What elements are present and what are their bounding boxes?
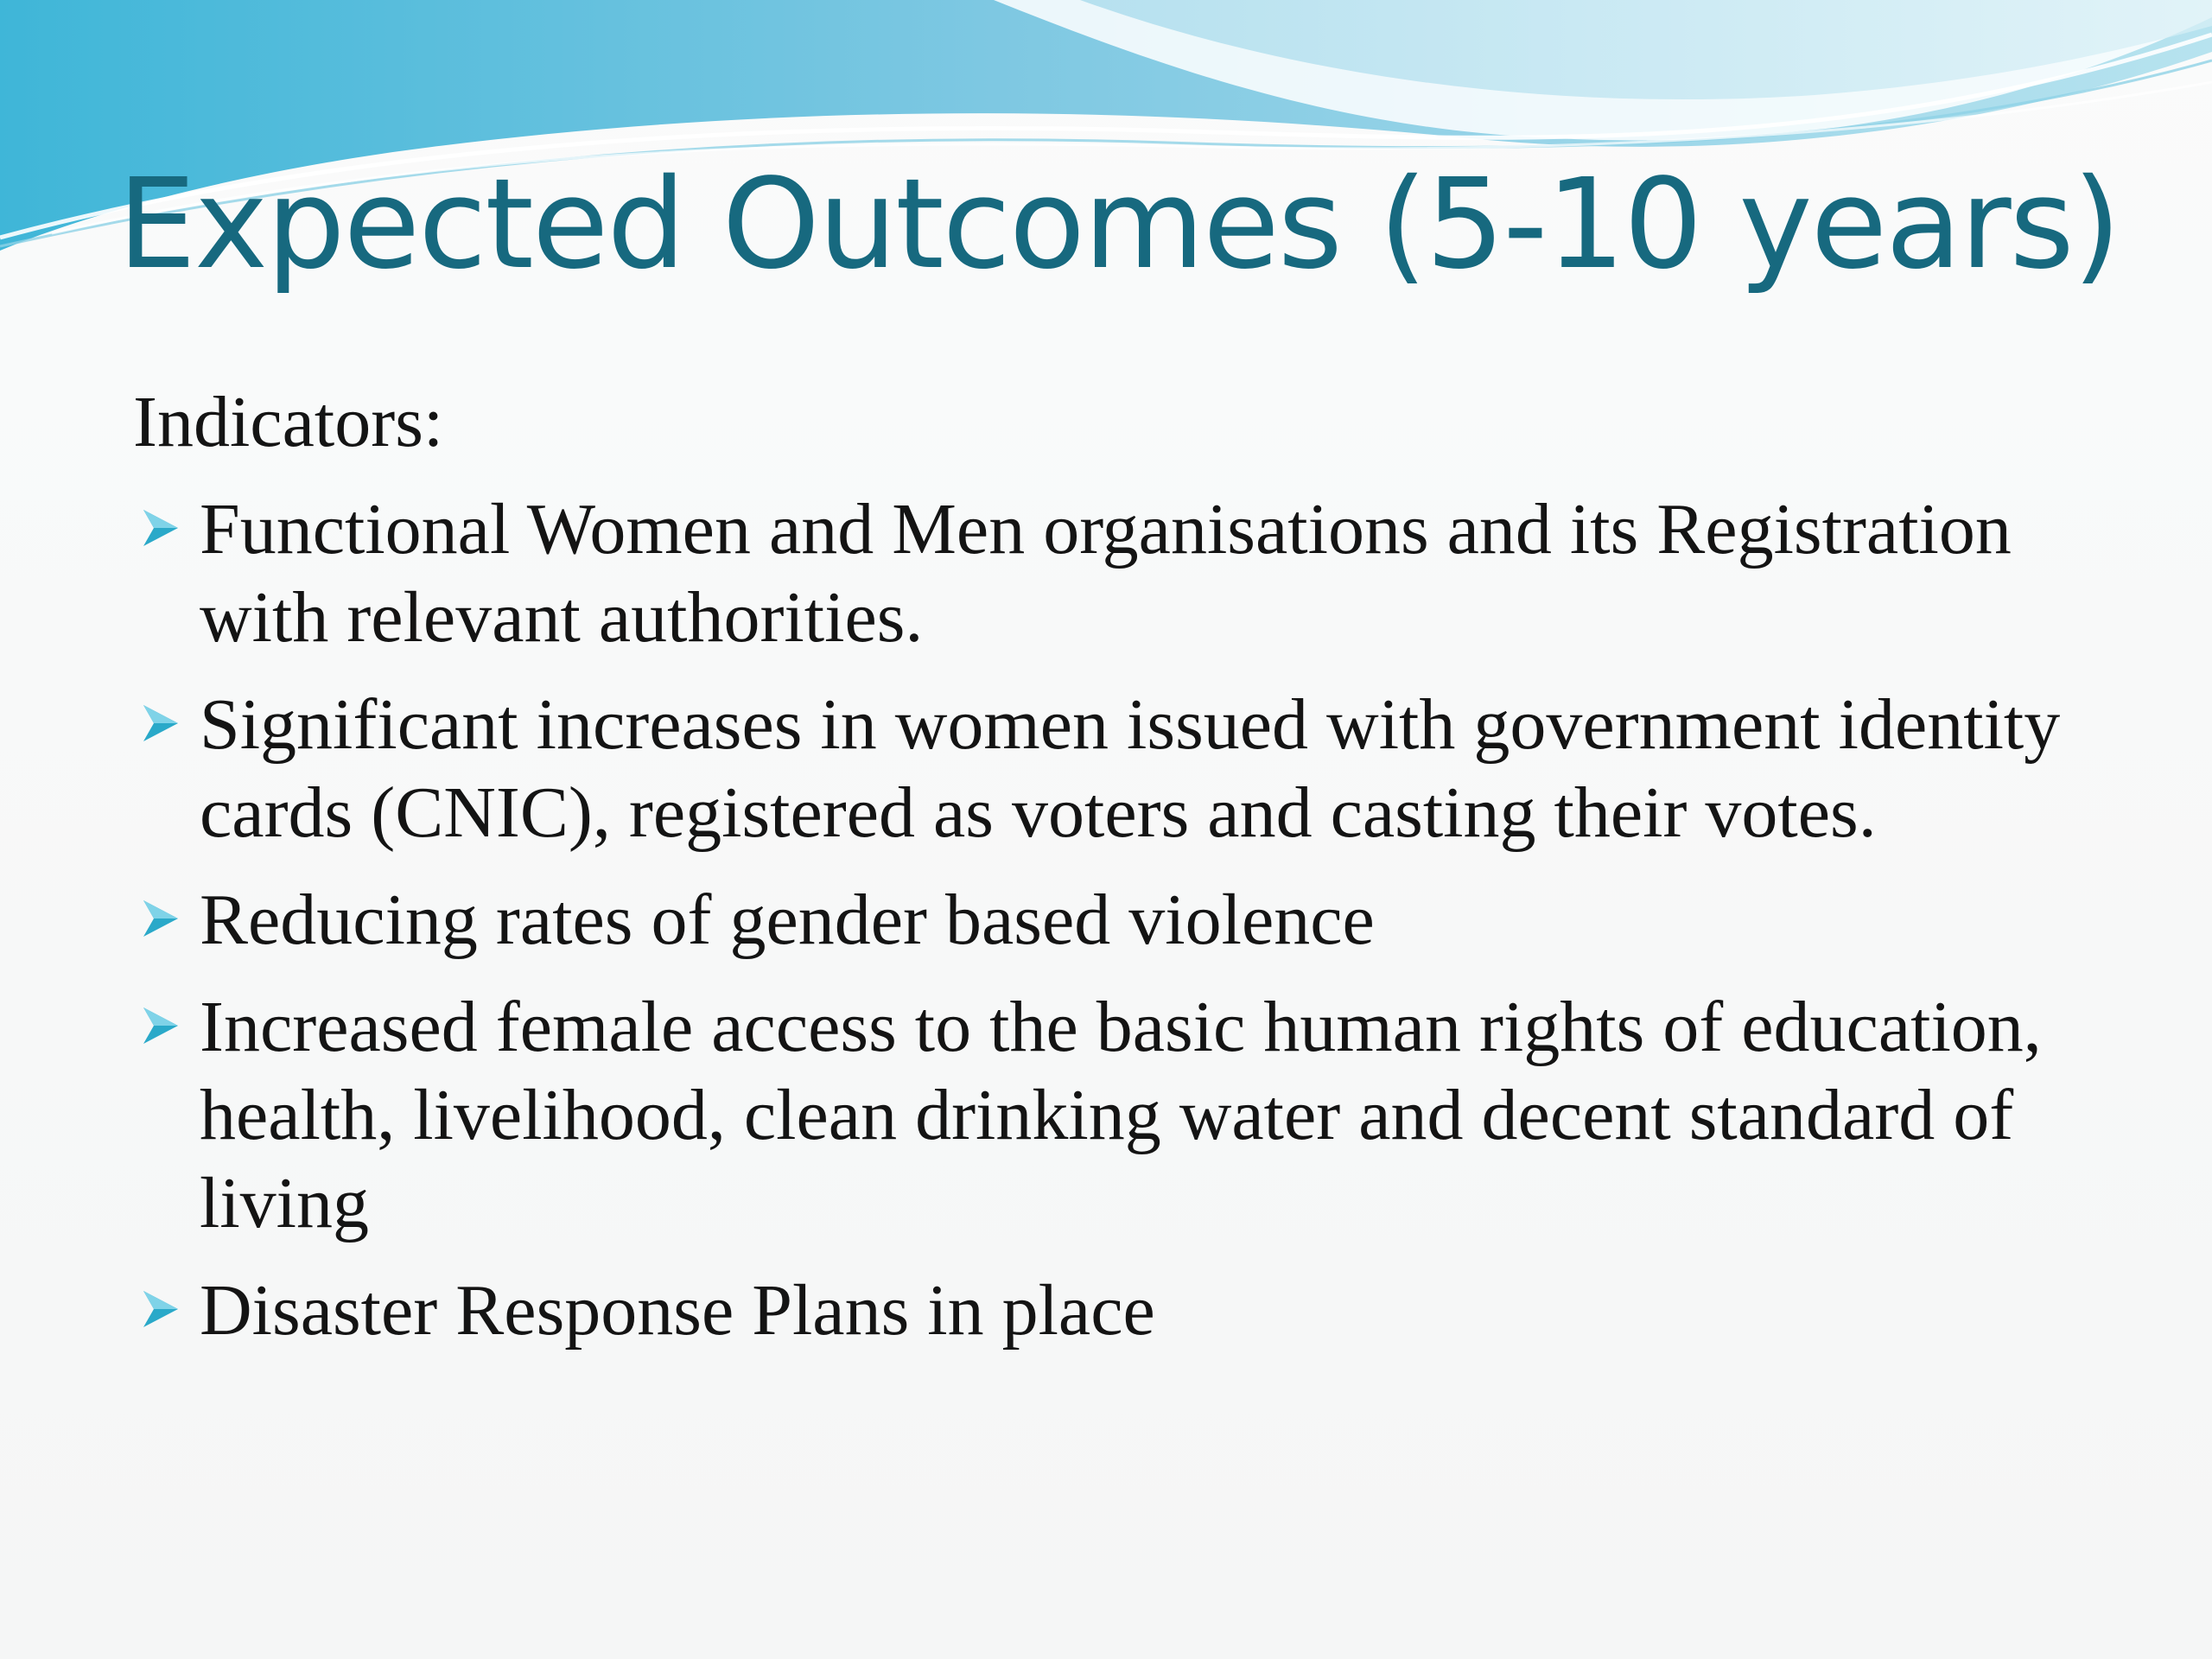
bullet-item	[133, 681, 2120, 857]
slide-title: Expected Outcomes (5-10 years)	[118, 151, 2120, 296]
bullet-text: Functional Women and Men organisations and its Registration with relevant authorities.	[200, 489, 2012, 658]
bullet-text: Significant increases in women issued with government identity cards (CNIC), registered as voters and casting their votes.	[200, 684, 2061, 853]
bullet-item	[133, 486, 2120, 662]
arrow-bullet-icon	[142, 508, 180, 548]
arrow-bullet-icon	[142, 899, 180, 938]
arrow-bullet-icon	[142, 703, 180, 743]
bullet-text: Reducing rates of gender based violence	[200, 880, 1375, 960]
indicators-label: Indicators:	[133, 382, 444, 462]
bullet-item	[133, 1267, 2120, 1355]
bullet-item	[133, 876, 2120, 964]
bullet-item	[133, 983, 2120, 1248]
slide-body	[133, 378, 2120, 1374]
bullet-text: Increased female access to the basic human rights of education, health, livelihood, clean drinking water and decent standard of living	[200, 987, 2042, 1243]
bullet-text: Disaster Response Plans in place	[200, 1270, 1155, 1351]
arrow-bullet-icon	[142, 1289, 180, 1329]
bullet-list	[133, 486, 2120, 1355]
arrow-bullet-icon	[142, 1006, 180, 1046]
